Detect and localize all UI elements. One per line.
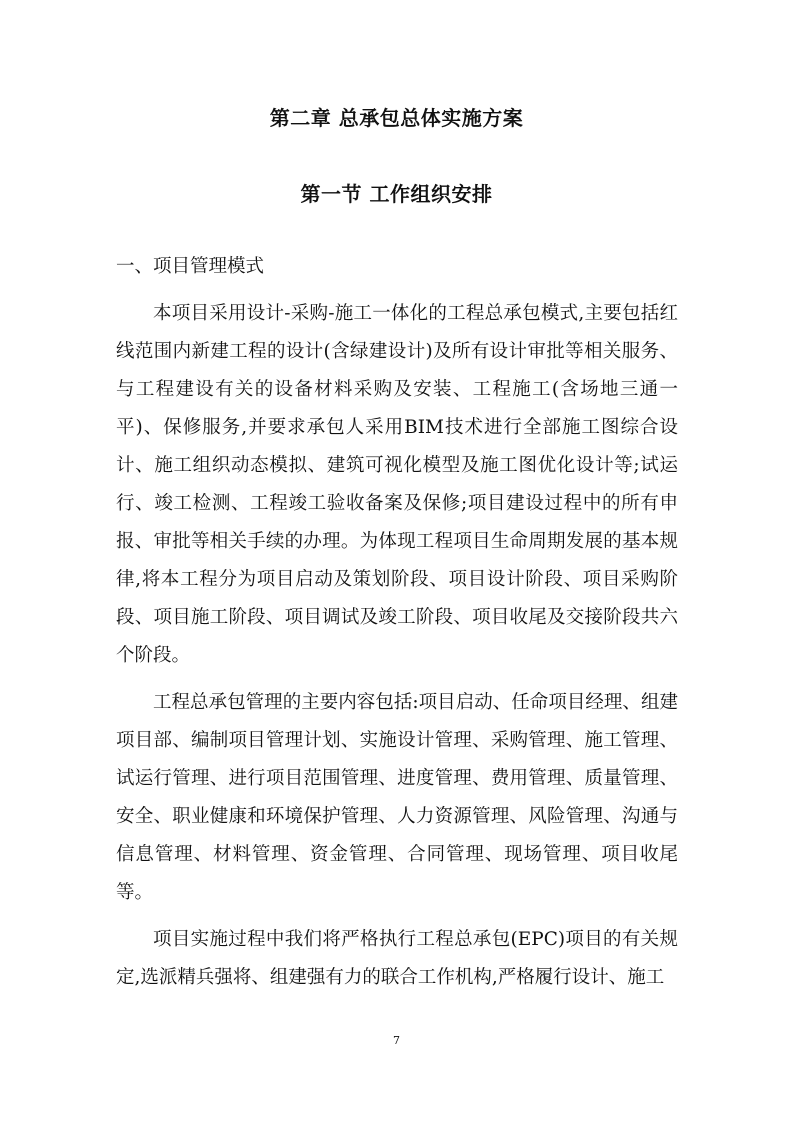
- page-number: 7: [393, 1034, 400, 1047]
- subheading: 一、项目管理模式: [116, 256, 265, 277]
- chapter-title: 第二章 总承包总体实施方案: [269, 106, 524, 130]
- section-title: 第一节 工作组织安排: [300, 182, 493, 206]
- paragraph: 项目实施过程中我们将严格执行工程总承包(EPC)项目的有关规定,选派精兵强将、组建强有力的联合工作机构,严格履行设计、施工: [116, 929, 678, 988]
- paragraph: 工程总承包管理的主要内容包括:项目启动、任命项目经理、组建项目部、编制项目管理计划、实施设计管理、采购管理、施工管理、试运行管理、进行项目范围管理、进度管理、费用管理、质量管理、安全、职业健康和环境保护管理、人力资源管理、风险管理、沟通与信息管理、材料管理、资金管理、合同管理、现场管理、项目收尾等。: [116, 692, 678, 903]
- paragraph: 本项目采用设计-采购-施工一体化的工程总承包模式,主要包括红线范围内新建工程的设计(含绿建设计)及所有设计审批等相关服务、与工程建设有关的设备材料采购及安装、工程施工(含场地三通一平)、保修服务,并要求承包人采用BIM技术进行全部施工图综合设计、施工组织动态模拟、建筑可视化模型及施工图优化设计等;试运行、竣工检测、工程竣工验收备案及保修;项目建设过程中的所有申报、审批等相关手续的办理。为体现工程项目生命周期发展的基本规律,将本工程分为项目启动及策划阶段、项目设计阶段、项目采购阶段、项目施工阶段、项目调试及竣工阶段、项目收尾及交接阶段共六个阶段。: [116, 303, 678, 666]
- body-text: [116, 248, 678, 1006]
